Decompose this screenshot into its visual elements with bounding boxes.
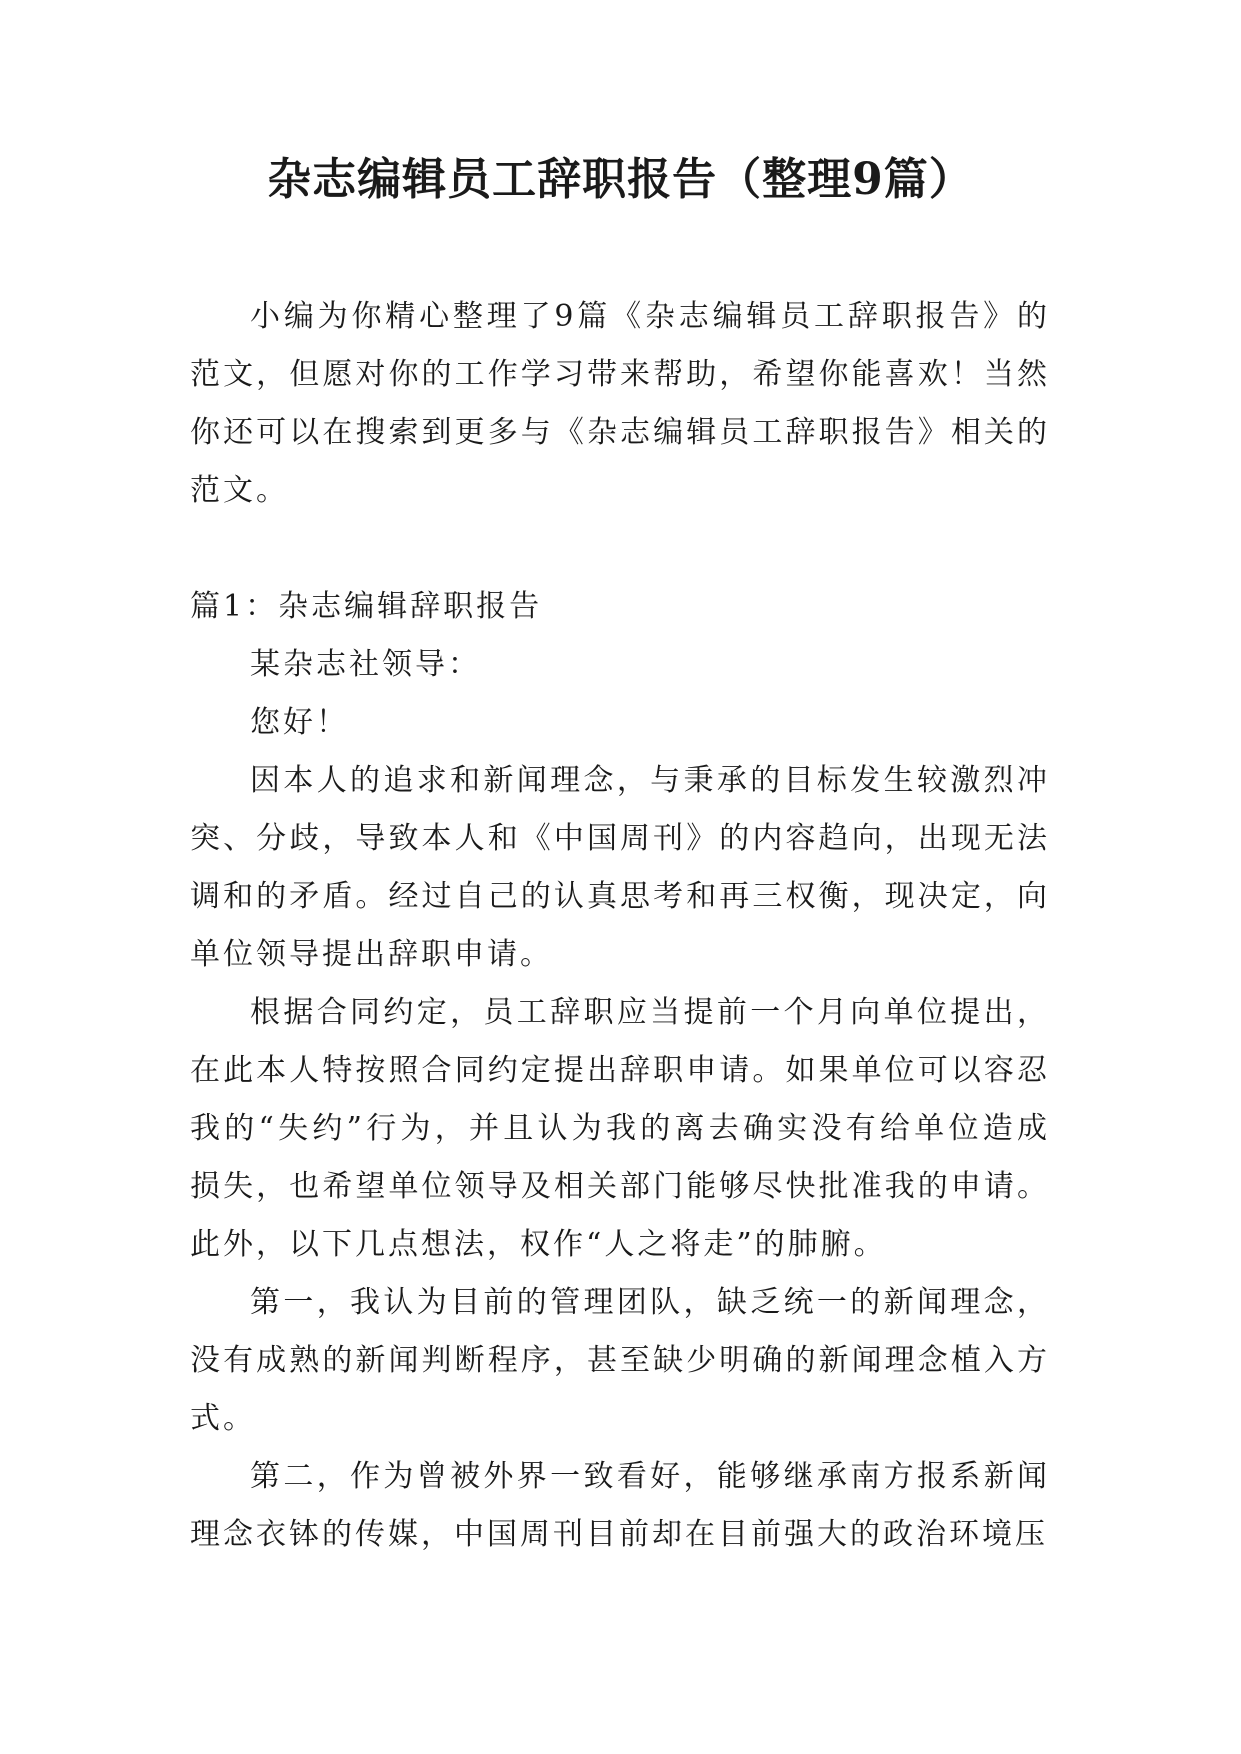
document-body xyxy=(190,288,1050,1564)
body-paragraph: 第二，作为曾被外界一致看好，能够继承南方报系新闻理念衣钵的传媒，中国周刊目前却在目前强大的政治环境压 xyxy=(190,1459,1050,1552)
body-paragraph: 根据合同约定，员工辞职应当提前一个月向单位提出，在此本人特按照合同约定提出辞职申请。如果单位可以容忍我的“失约”行为，并且认为我的离去确实没有给单位造成损失，也希望单位领导及相关部门能够尽快批准我的申请。此外，以下几点想法，权作“人之将走”的肺腑。 xyxy=(190,995,1050,1262)
paragraph-spacer xyxy=(190,520,1050,578)
body-paragraph: 第一，我认为目前的管理团队，缺乏统一的新闻理念，没有成熟的新闻判断程序，甚至缺少明确的新闻理念植入方式。 xyxy=(190,1285,1050,1436)
body-paragraph: 因本人的追求和新闻理念，与秉承的目标发生较激烈冲突、分歧，导致本人和《中国周刊》的内容趋向，出现无法调和的矛盾。经过自己的认真思考和再三权衡，现决定，向单位领导提出辞职申请。 xyxy=(190,763,1050,972)
greeting: 您好！ xyxy=(250,705,349,740)
salutation: 某杂志社领导： xyxy=(250,647,481,682)
section-heading: 篇1：杂志编辑辞职报告 xyxy=(190,589,543,624)
intro-paragraph: 小编为你精心整理了9篇《杂志编辑员工辞职报告》的范文，但愿对你的工作学习带来帮助，希望你能喜欢！当然你还可以在搜索到更多与《杂志编辑员工辞职报告》相关的范文。 xyxy=(190,299,1050,508)
document-title: 杂志编辑员工辞职报告（整理9篇） xyxy=(267,154,974,205)
